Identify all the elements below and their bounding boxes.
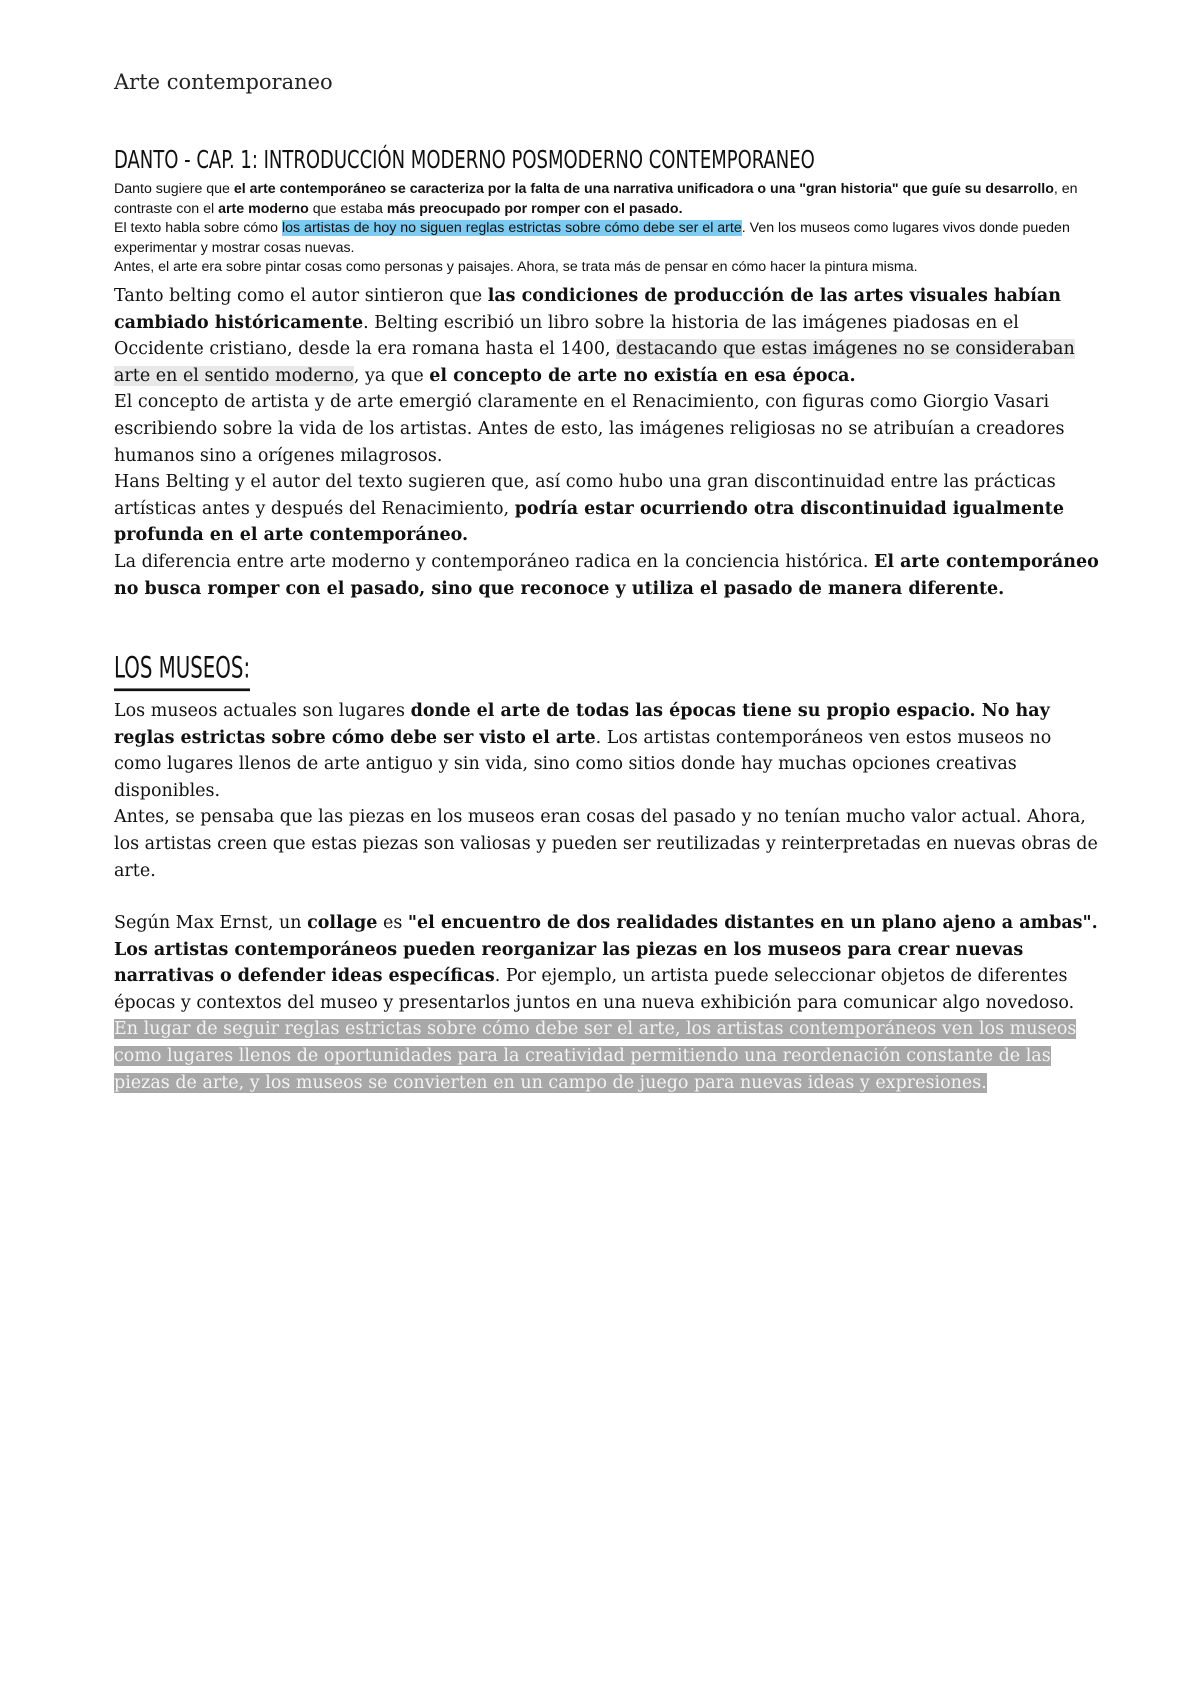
text-run: Según Max Ernst, un xyxy=(114,913,308,933)
paragraph xyxy=(114,469,1104,549)
text-run: Los museos actuales son lugares xyxy=(114,701,411,721)
text-run: que estaba xyxy=(308,200,387,217)
bold-text: el concepto de arte no existía en esa época. xyxy=(429,365,856,386)
text-run: . Los artistas contemporáneos ven estos museos no como lugares llenos de arte antiguo y sin vida, sino como sitios donde hay muchas opciones creativas disponibles. xyxy=(114,727,1052,801)
bold-text: donde el arte de todas las épocas tiene su propio espacio. No hay reglas estrictas sobre cómo debe ser visto el arte xyxy=(114,701,1050,748)
museos-serif-block xyxy=(114,698,1104,884)
text-run: Tanto belting como el autor sintieron que xyxy=(114,286,488,306)
section-heading-danto: DANTO - CAP. 1: INTRODUCCIÓN MODERNO POSMODERNO CONTEMPORANEO xyxy=(114,144,815,174)
paragraph xyxy=(114,283,1104,389)
text-run: El texto habla sobre cómo xyxy=(114,220,282,236)
paragraph: Antes, el arte era sobre pintar cosas como personas y paisajes. Ahora, se trata más de pensar en cómo hacer la pintura misma. xyxy=(114,259,918,275)
bold-text: las condiciones de producción de las artes visuales habían cambiado históricamente xyxy=(114,286,1061,333)
text-run: , ya que xyxy=(353,365,430,386)
paragraph xyxy=(114,219,1104,258)
paragraph xyxy=(114,910,1104,937)
paragraph xyxy=(114,180,1104,219)
bold-text: podría estar ocurriendo otra discontinuidad igualmente profunda en el arte contemporáneo. xyxy=(114,498,1064,546)
document-title: Arte contemporaneo xyxy=(114,70,333,94)
highlighted-text: destacando que estas imágenes no se consideraban arte en el sentido moderno xyxy=(114,339,1075,386)
paragraph: El concepto de artista y de arte emergió claramente en el Renacimiento, con figuras como Giorgio Vasari escribiendo sobre la vida de los artistas. Antes de esto, las imágenes religiosas no se atribuían a creadores humanos sino a orígenes milagrosos. xyxy=(114,392,1065,466)
highlighted-text: los artistas de hoy no siguen reglas estrictas sobre cómo debe ser el arte xyxy=(281,220,742,236)
paragraph xyxy=(114,698,1104,804)
bold-text: "el encuentro de dos realidades distantes en un plano ajeno a ambas". xyxy=(407,913,1098,933)
text-run: Hans Belting y el autor del texto sugieren que, así como hubo una gran discontinuidad entre las prácticas artísticas antes y después del Renacimiento, xyxy=(114,472,1056,519)
bold-text: el arte contemporáneo se caracteriza por la falta de una narrativa unificadora o una "gran historia" que guíe su desarrollo xyxy=(233,181,1054,197)
bold-text: El arte contemporáneo no busca romper con el pasado, sino que reconoce y utiliza el pasado de manera diferente. xyxy=(114,551,1099,599)
paragraph xyxy=(114,1016,1104,1096)
summary-sans-block xyxy=(114,180,1104,278)
section-heading-museos xyxy=(114,652,250,691)
text-run: es xyxy=(377,913,408,933)
text-run: Danto sugiere que xyxy=(114,181,234,197)
paragraph xyxy=(114,937,1104,1017)
bold-text: más preocupado por romper con el pasado. xyxy=(386,200,683,217)
text-run: . Por ejemplo, un artista puede seleccionar objetos de diferentes épocas y contextos del museo y presentarlos juntos en una nueva exhibición para comunicar algo novedoso. xyxy=(114,966,1075,1013)
collage-serif-block xyxy=(114,910,1104,1096)
heading-text: LOS MUSEOS: xyxy=(114,652,250,691)
paragraph: Antes, se pensaba que las piezas en los museos eran cosas del pasado y no tenían mucho valor actual. Ahora, los artistas creen que estas piezas son valiosas y pueden ser reutilizadas y reinterpretadas en nuevas obras de arte. xyxy=(114,807,1098,881)
bold-text: collage xyxy=(307,913,378,933)
belting-serif-block xyxy=(114,283,1104,602)
paragraph xyxy=(114,549,1104,602)
text-run: . Belting escribió un libro sobre la historia de las imágenes piadosas en el Occidente cristiano, desde la era romana hasta el 1400, xyxy=(114,312,1019,360)
highlighted-text: En lugar de seguir reglas estrictas sobre cómo debe ser el arte, los artistas contemporáneos ven los museos como lugares llenos de oportunidades para la creatividad permitiendo una reordenación constante de las piezas de arte, y los museos se convierten en un campo de juego para nuevas ideas y expresiones. xyxy=(114,1019,1077,1093)
text-run: La diferencia entre arte moderno y contemporáneo radica en la conciencia histórica. xyxy=(114,551,875,572)
bold-text: arte moderno xyxy=(218,200,309,217)
text-run: . Ven los museos como lugares vivos donde pueden experimentar y mostrar cosas nuevas. xyxy=(114,220,1070,256)
text-run: , en contraste con el xyxy=(114,181,1078,217)
bold-text: Los artistas contemporáneos pueden reorganizar las piezas en los museos para crear nuevas narrativas o defender ideas específicas xyxy=(114,939,1024,987)
